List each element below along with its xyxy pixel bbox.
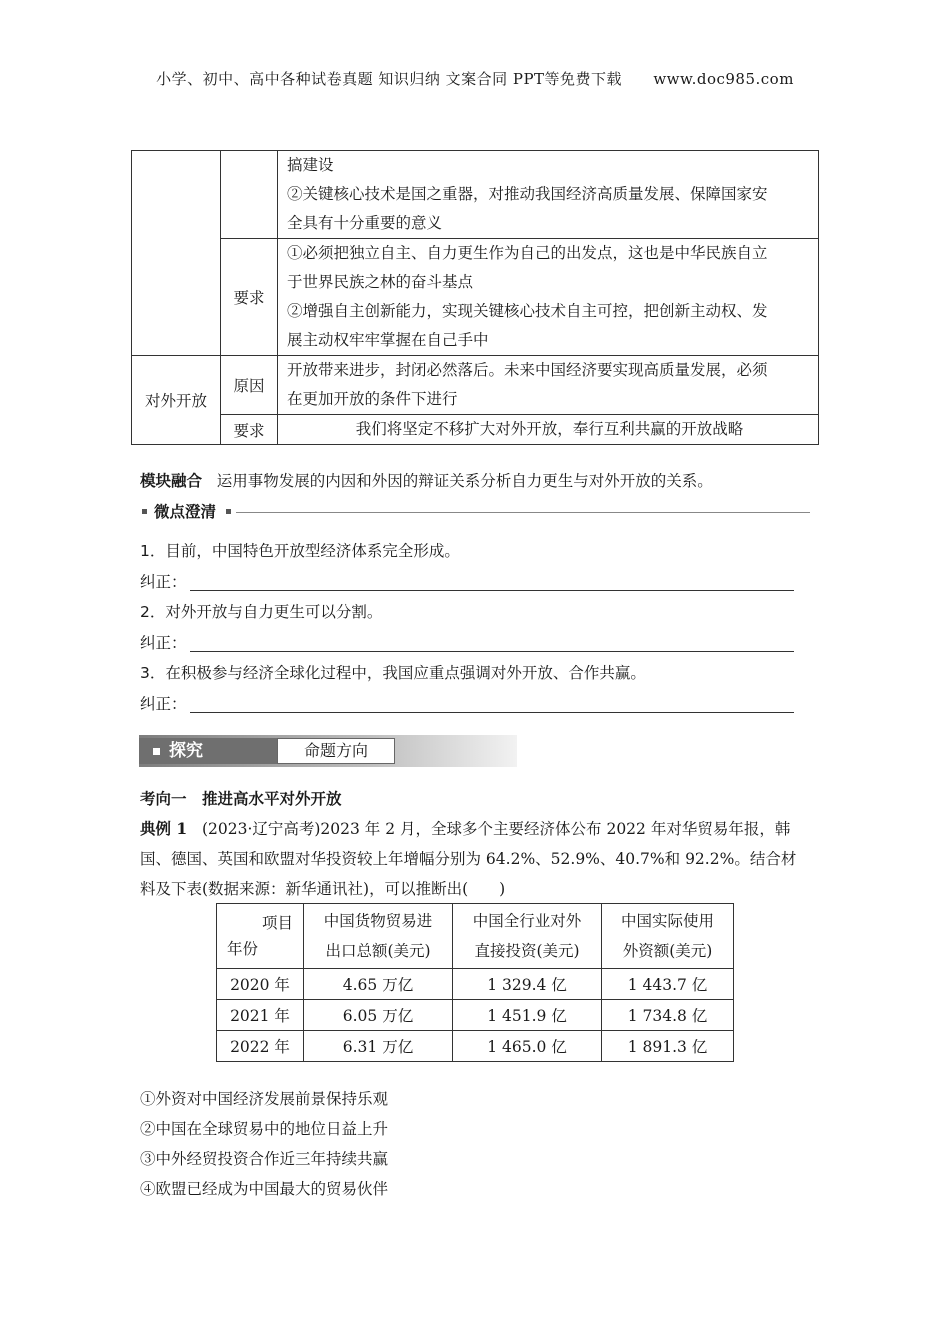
square-icon [226, 509, 231, 514]
section-direction: 命题方向 [277, 738, 395, 764]
header-line: 出口总额(美元) [325, 942, 431, 960]
cell-fdi: 1 891.3 亿 [602, 1031, 734, 1062]
cell-line: ①必须把独立自主、自力更生作为自己的出发点，这也是中华民族自立 [287, 244, 768, 262]
table-row [217, 1000, 734, 1031]
example-line: 国、德国、英国和欧盟对华投资较上年增幅分别为 64.2%、52.9%、40.7%和 92.2%。结合材 [140, 850, 797, 868]
corner-cell [217, 904, 304, 969]
cell-line: 在更加开放的条件下进行 [287, 390, 458, 408]
answer-line[interactable] [190, 651, 794, 652]
group-label-opening: 对外开放 [132, 356, 221, 445]
cell-line: 开放带来进步，封闭必然落后。未来中国经济要实现高质量发展，必须 [287, 361, 768, 379]
table-cell: 我们将坚定不移扩大对外开放，奉行互利共赢的开放战略 [278, 415, 819, 445]
table-header-row [217, 904, 734, 969]
direction-title: 考向一 推进高水平对外开放 [140, 789, 342, 808]
data-table [216, 903, 734, 1062]
table-cell [278, 356, 819, 415]
column-header [602, 904, 734, 969]
cell-year: 2020 年 [217, 969, 304, 1000]
column-header [304, 904, 453, 969]
section-explore-label: 探究 [169, 741, 203, 761]
example-line-text: (2023·辽宁高考)2023 年 2 月，全球多个主要经济体公布 2022 年对华贸易年报，韩 [201, 820, 791, 838]
section-explore [139, 738, 277, 764]
cell-odi: 1 465.0 亿 [453, 1031, 602, 1062]
option-item[interactable]: ③中外经贸投资合作近三年持续共赢 [140, 1150, 389, 1168]
cell-fdi: 1 734.8 亿 [602, 1000, 734, 1031]
header-text: 小学、初中、高中各种试卷真题 知识归纳 文案合同 PPT等免费下载 [156, 70, 623, 88]
cell-line: 搞建设 [287, 156, 334, 174]
clarify-title: 微点澄清 [154, 503, 217, 521]
row-label-reason: 原因 [221, 356, 278, 415]
table-cell [278, 151, 819, 239]
header-line: 直接投资(美元) [474, 942, 580, 960]
table-row [132, 356, 819, 415]
table-row [217, 969, 734, 1000]
cell-fdi: 1 443.7 亿 [602, 969, 734, 1000]
page-header [0, 68, 950, 89]
row-label-requirement: 要求 [221, 415, 278, 445]
cell-trade: 6.05 万亿 [304, 1000, 453, 1031]
cell-odi: 1 451.9 亿 [453, 1000, 602, 1031]
table-cell-empty [132, 151, 221, 356]
module-text: 运用事物发展的内因和外因的辩证关系分析自力更生与对外开放的关系。 [216, 472, 713, 490]
module-fusion [140, 466, 820, 496]
cell-line: 全具有十分重要的意义 [287, 214, 443, 232]
correction-label: 纠正： [140, 634, 187, 652]
table-row [132, 239, 819, 356]
cell-line: ②关键核心技术是国之重器，对推动我国经济高质量发展、保障国家安 [287, 185, 768, 203]
clarify-item: 3．在积极参与经济全球化过程中，我国应重点强调对外开放、合作共赢。 [140, 664, 646, 682]
cell-year: 2021 年 [217, 1000, 304, 1031]
divider [236, 512, 810, 513]
header-line: 外资额(美元) [622, 942, 713, 960]
correction-label: 纠正： [140, 573, 187, 591]
corner-year-label: 年份 [227, 940, 259, 958]
corner-item-label: 项目 [261, 914, 293, 932]
example-text [140, 814, 820, 904]
example-line: 料及下表(数据来源：新华通讯社)，可以推断出( ) [140, 880, 506, 898]
summary-table [131, 150, 819, 445]
answer-line[interactable] [190, 712, 794, 713]
correction-label: 纠正： [140, 695, 187, 713]
example-line [140, 814, 820, 844]
clarify-item: 2．对外开放与自力更生可以分割。 [140, 603, 383, 621]
clarify-title-bar [140, 500, 810, 524]
option-item[interactable]: ①外资对中国经济发展前景保持乐观 [140, 1090, 389, 1108]
row-label-requirement: 要求 [221, 239, 278, 356]
cell-trade: 4.65 万亿 [304, 969, 453, 1000]
cell-odi: 1 329.4 亿 [453, 969, 602, 1000]
option-item[interactable]: ④欧盟已经成为中国最大的贸易伙伴 [140, 1180, 389, 1198]
cell-trade: 6.31 万亿 [304, 1031, 453, 1062]
module-label: 模块融合 [140, 472, 203, 490]
option-item[interactable]: ②中国在全球贸易中的地位日益上升 [140, 1120, 389, 1138]
header-url[interactable]: www.doc985.com [653, 70, 794, 88]
cell-line: 展主动权牢牢掌握在自己手中 [287, 331, 489, 349]
table-cell-empty [221, 151, 278, 239]
column-header [453, 904, 602, 969]
table-cell [278, 239, 819, 356]
table-row [132, 151, 819, 239]
options-list [140, 1084, 388, 1204]
header-line: 中国实际使用 [620, 912, 714, 930]
cell-line: 于世界民族之林的奋斗基点 [287, 273, 474, 291]
table-row [132, 415, 819, 445]
header-line: 中国货物贸易进 [323, 912, 433, 930]
clarify-item: 1．目前，中国特色开放型经济体系完全形成。 [140, 542, 460, 560]
example-label: 典例 1 [140, 819, 188, 838]
square-icon [142, 509, 147, 514]
square-icon [153, 748, 160, 755]
cell-year: 2022 年 [217, 1031, 304, 1062]
answer-line[interactable] [190, 590, 794, 591]
table-row [217, 1031, 734, 1062]
header-line: 中国全行业对外 [472, 912, 582, 930]
cell-line: ②增强自主创新能力，实现关键核心技术自主可控，把创新主动权、发 [287, 302, 768, 320]
